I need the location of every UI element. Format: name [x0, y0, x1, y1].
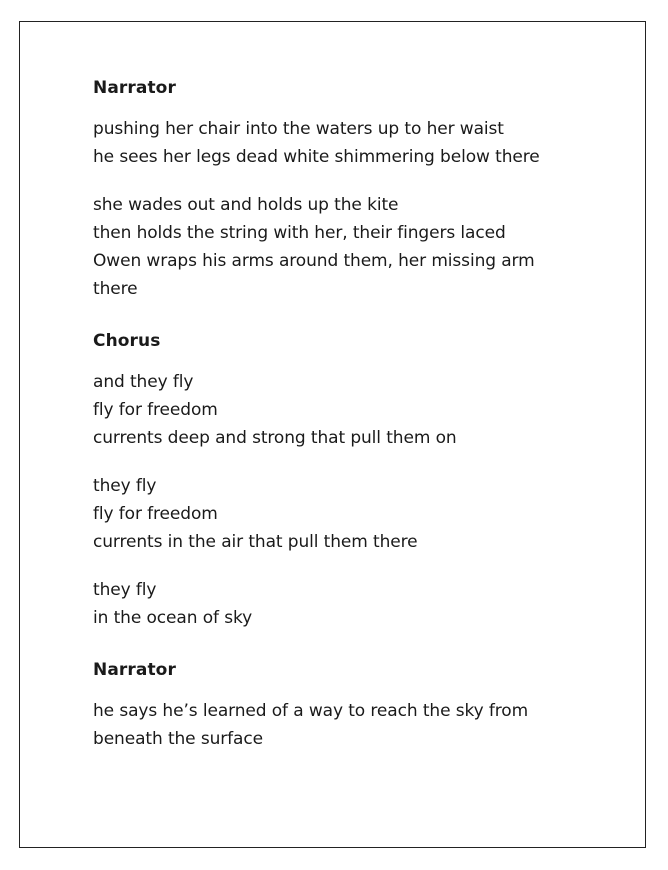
verse-line: fly for freedom: [93, 400, 218, 420]
verse-line: there: [93, 279, 138, 299]
verse-line: then holds the string with her, their fingers laced: [93, 223, 506, 243]
verse-line: he sees her legs dead white shimmering below there: [93, 147, 540, 167]
speaker-heading: Chorus: [93, 331, 161, 351]
verse-line: in the ocean of sky: [93, 608, 253, 628]
stanza: [93, 576, 593, 632]
verse-line: currents in the air that pull them there: [93, 532, 418, 552]
speaker-heading: Narrator: [93, 660, 176, 680]
verse-line: currents deep and strong that pull them on: [93, 428, 457, 448]
verse-line: beneath the surface: [93, 729, 263, 749]
stanza: [93, 697, 593, 753]
stanza: [93, 472, 593, 556]
verse-line: they fly: [93, 476, 157, 496]
verse-line: they fly: [93, 580, 157, 600]
verse-line: and they fly: [93, 372, 194, 392]
verse-line: she wades out and holds up the kite: [93, 195, 399, 215]
verse-line: he says he’s learned of a way to reach the sky from: [93, 701, 529, 721]
document-page: [19, 21, 646, 848]
verse-line: pushing her chair into the waters up to her waist: [93, 119, 504, 139]
stanza: [93, 191, 593, 303]
stanza: [93, 115, 593, 171]
verse-line: fly for freedom: [93, 504, 218, 524]
speaker-heading: Narrator: [93, 78, 176, 98]
stanza: [93, 368, 593, 452]
verse-line: Owen wraps his arms around them, her missing arm: [93, 251, 535, 271]
script-content: [93, 77, 593, 753]
